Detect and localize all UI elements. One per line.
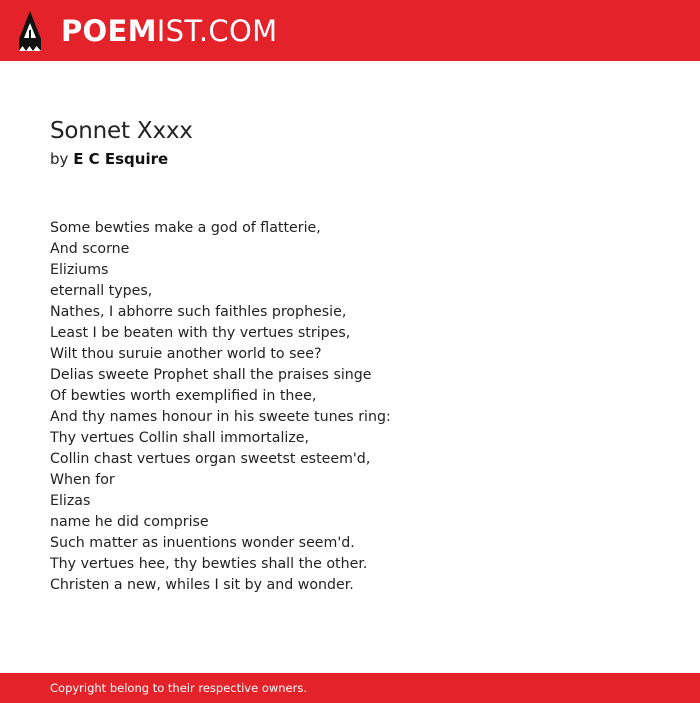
- poem-title: Sonnet Xxxx: [50, 118, 193, 144]
- poem-content: [50, 116, 670, 596]
- poem-author[interactable]: E C Esquire: [73, 150, 169, 168]
- poem-line: Least I be beaten with thy vertues stripes,: [50, 325, 351, 341]
- poem-line: eternall types,: [50, 283, 153, 299]
- poem-body: [50, 218, 670, 596]
- poem-line: Christen a new, whiles I sit by and wonder.: [50, 577, 354, 593]
- poem-line: Of bewties worth exemplified in thee,: [50, 388, 317, 404]
- poem-line: Elizas: [50, 493, 91, 509]
- pen-nib-icon: [18, 10, 42, 52]
- poem-line: Thy vertues hee, thy bewties shall the other.: [50, 556, 368, 572]
- site-logo-text: [61, 10, 277, 52]
- poem-line: Such matter as inuentions wonder seem'd.: [50, 535, 355, 551]
- poem-byline: [50, 149, 670, 169]
- poem-line: Some bewties make a god of flatterie,: [50, 220, 321, 236]
- poem-line: Delias sweete Prophet shall the praises singe: [50, 367, 372, 383]
- poem-line: Nathes, I abhorre such faithles prophesie,: [50, 304, 347, 320]
- poem-line: And scorne: [50, 241, 130, 257]
- by-label: by: [50, 150, 69, 168]
- copyright-text: Copyright belong to their respective owners.: [50, 681, 308, 695]
- site-footer: [0, 673, 700, 703]
- logo-text-light: IST.COM: [156, 14, 278, 48]
- site-header: [0, 0, 700, 61]
- poem-line: When for: [50, 472, 115, 488]
- poem-line: Thy vertues Collin shall immortalize,: [50, 430, 310, 446]
- poem-line: Eliziums: [50, 262, 109, 278]
- poem-line: Wilt thou suruie another world to see?: [50, 346, 322, 362]
- poem-line: And thy names honour in his sweete tunes ring:: [50, 409, 391, 425]
- logo-text-bold: POEM: [61, 14, 157, 48]
- poem-line: Collin chast vertues organ sweetst esteem'd,: [50, 451, 371, 467]
- site-logo-link[interactable]: [18, 10, 277, 52]
- poem-line: name he did comprise: [50, 514, 209, 530]
